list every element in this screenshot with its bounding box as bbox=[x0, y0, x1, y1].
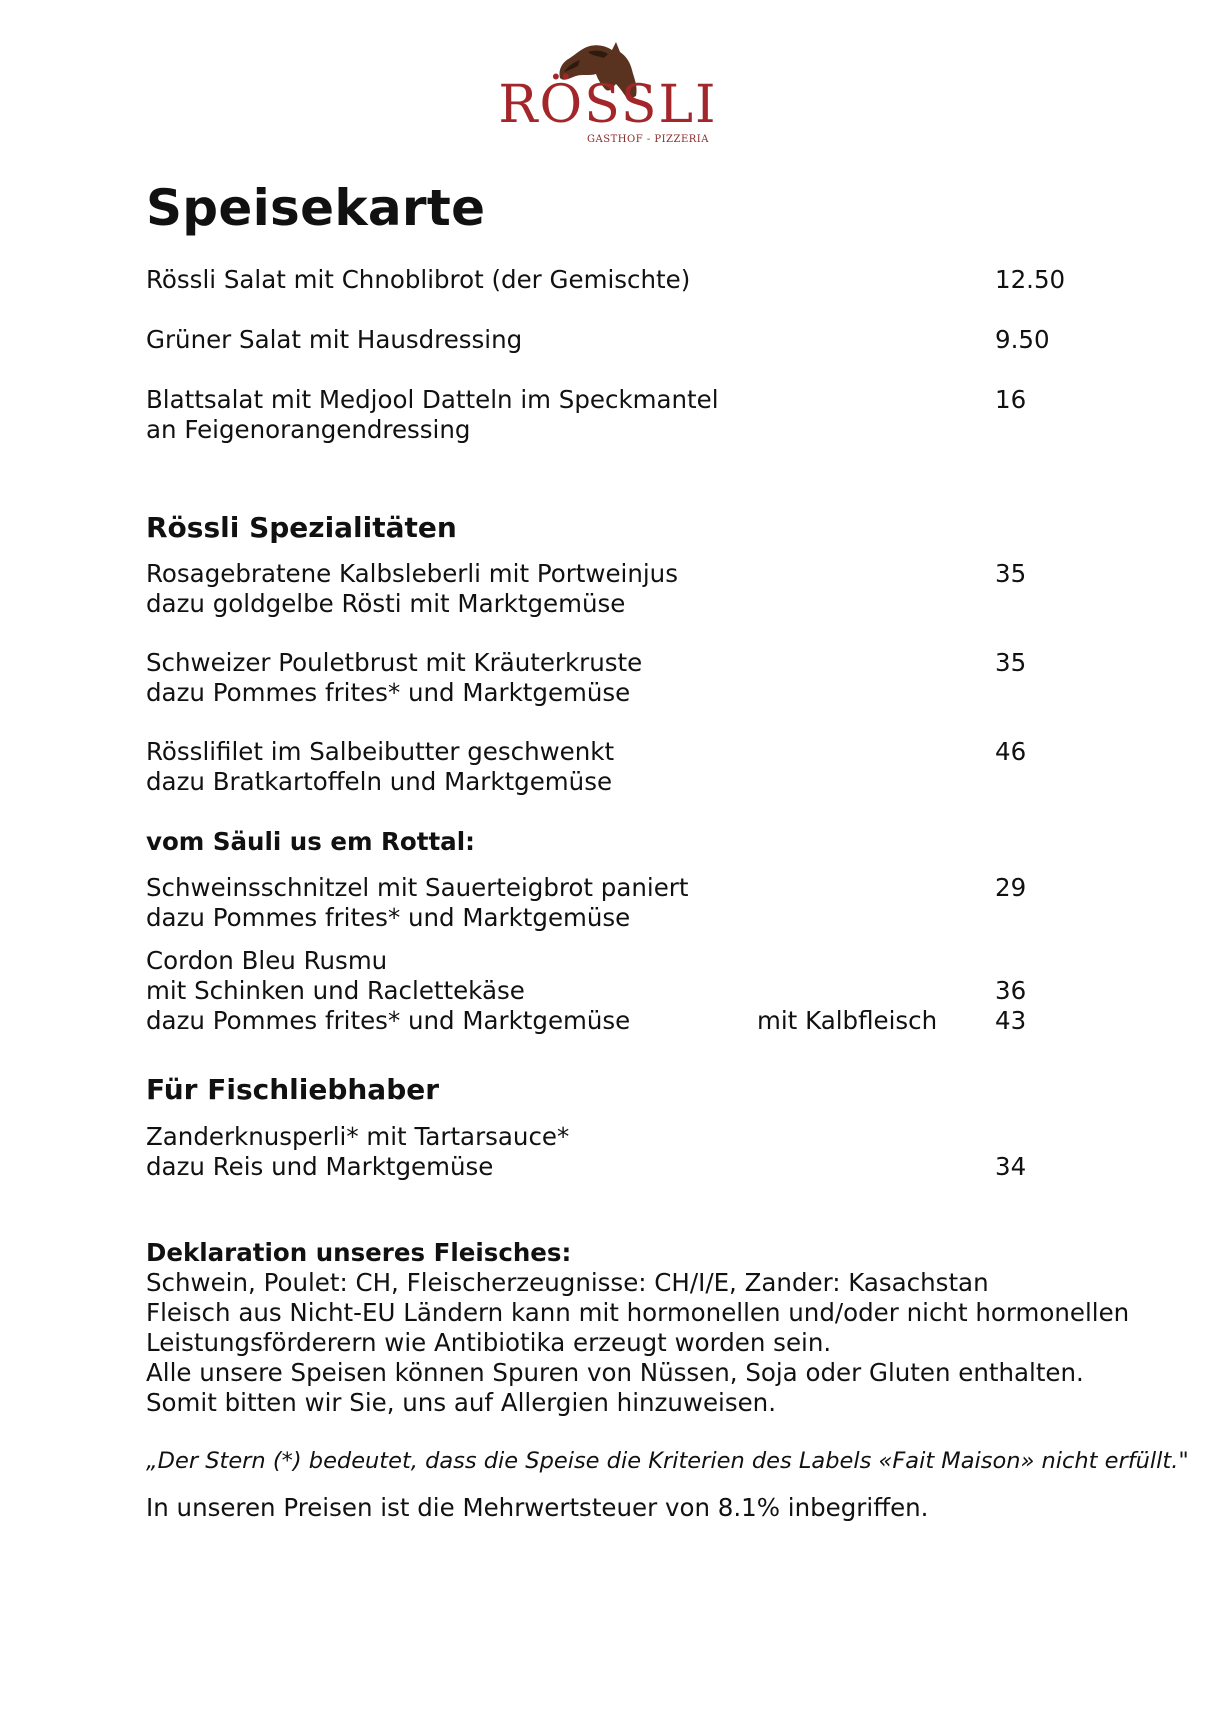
brand-tagline: GASTHOF - PIZZERIA bbox=[587, 134, 709, 145]
item-price: 34 bbox=[995, 1152, 1027, 1181]
item-line: Schweinsschnitzel mit Sauerteigbrot paniert bbox=[146, 873, 689, 902]
menu-item-pork-1 bbox=[146, 873, 1066, 933]
fait-maison-note: „Der Stern (*) bedeutet, dass die Speise die Kriterien des Labels «Fait Maison» nicht erfüllt." bbox=[146, 1448, 1189, 1474]
meat-declaration bbox=[146, 1238, 1130, 1418]
declaration-line: Schwein, Poulet: CH, Fleischerzeugnisse: CH/I/E, Zander: Kasachstan bbox=[146, 1268, 989, 1297]
item-price: 46 bbox=[995, 737, 1027, 766]
item-line: an Feigenorangendressing bbox=[146, 415, 471, 444]
item-price: 16 bbox=[995, 385, 1027, 414]
item-line: Blattsalat mit Medjool Datteln im Speckmantel bbox=[146, 385, 719, 414]
menu-item-specialty-1 bbox=[146, 559, 1066, 619]
item-line: Rosagebratene Kalbsleberli mit Portweinjus bbox=[146, 559, 678, 588]
item-line: Schweizer Pouletbrust mit Kräuterkruste bbox=[146, 648, 643, 677]
section-heading-pork: vom Säuli us em Rottal: bbox=[146, 827, 475, 856]
item-price: 35 bbox=[995, 648, 1027, 677]
item-variant-price: 43 bbox=[995, 1006, 1027, 1035]
item-line: dazu Bratkartoffeln und Marktgemüse bbox=[146, 767, 613, 796]
item-line: Rösslifilet im Salbeibutter geschwenkt bbox=[146, 737, 615, 766]
item-line: Grüner Salat mit Hausdressing bbox=[146, 325, 523, 354]
menu-item-salad-3 bbox=[146, 385, 1066, 445]
declaration-line: Somit bitten wir Sie, uns auf Allergien hinzuweisen. bbox=[146, 1388, 777, 1417]
section-heading-specialties: Rössli Spezialitäten bbox=[146, 511, 457, 544]
item-price: 36 bbox=[995, 976, 1027, 1005]
declaration-line: Leistungsförderern wie Antibiotika erzeugt worden sein. bbox=[146, 1328, 832, 1357]
menu-item-fish-1 bbox=[146, 1122, 1066, 1182]
item-price: 9.50 bbox=[995, 325, 1050, 354]
item-price: 35 bbox=[995, 559, 1027, 588]
menu-item-specialty-3 bbox=[146, 737, 1066, 797]
item-line: Zanderknusperli* mit Tartarsauce* bbox=[146, 1122, 570, 1151]
page-title: Speisekarte bbox=[146, 179, 486, 237]
item-line: dazu Pommes frites* und Marktgemüse bbox=[146, 678, 631, 707]
section-heading-fish: Für Fischliebhaber bbox=[146, 1073, 440, 1106]
item-line: dazu Reis und Marktgemüse bbox=[146, 1152, 494, 1181]
item-price: 29 bbox=[995, 873, 1027, 902]
declaration-line: Fleisch aus Nicht-EU Ländern kann mit hormonellen und/oder nicht hormonellen bbox=[146, 1298, 1130, 1327]
vat-note: In unseren Preisen ist die Mehrwertsteuer von 8.1% inbegriffen. bbox=[146, 1493, 929, 1522]
item-line: Rössli Salat mit Chnoblibrot (der Gemischte) bbox=[146, 265, 691, 294]
item-price: 12.50 bbox=[995, 265, 1066, 294]
declaration-line: Alle unsere Speisen können Spuren von Nüssen, Soja oder Gluten enthalten. bbox=[146, 1358, 1084, 1387]
brand-name: RÖSSLI bbox=[498, 75, 718, 135]
item-variant-label: mit Kalbfleisch bbox=[757, 1006, 938, 1035]
menu-item-salad-2 bbox=[146, 325, 1066, 355]
item-line: dazu goldgelbe Rösti mit Marktgemüse bbox=[146, 589, 626, 618]
brand-logo bbox=[498, 30, 718, 158]
declaration-heading: Deklaration unseres Fleisches: bbox=[146, 1238, 572, 1267]
menu-item-salad-1 bbox=[146, 265, 1066, 295]
item-line: mit Schinken und Raclettekäse bbox=[146, 976, 525, 1005]
menu-item-specialty-2 bbox=[146, 648, 1066, 708]
item-line: Cordon Bleu Rusmu bbox=[146, 946, 388, 975]
item-line: dazu Pommes frites* und Marktgemüse bbox=[146, 1006, 631, 1035]
item-line: dazu Pommes frites* und Marktgemüse bbox=[146, 903, 631, 932]
